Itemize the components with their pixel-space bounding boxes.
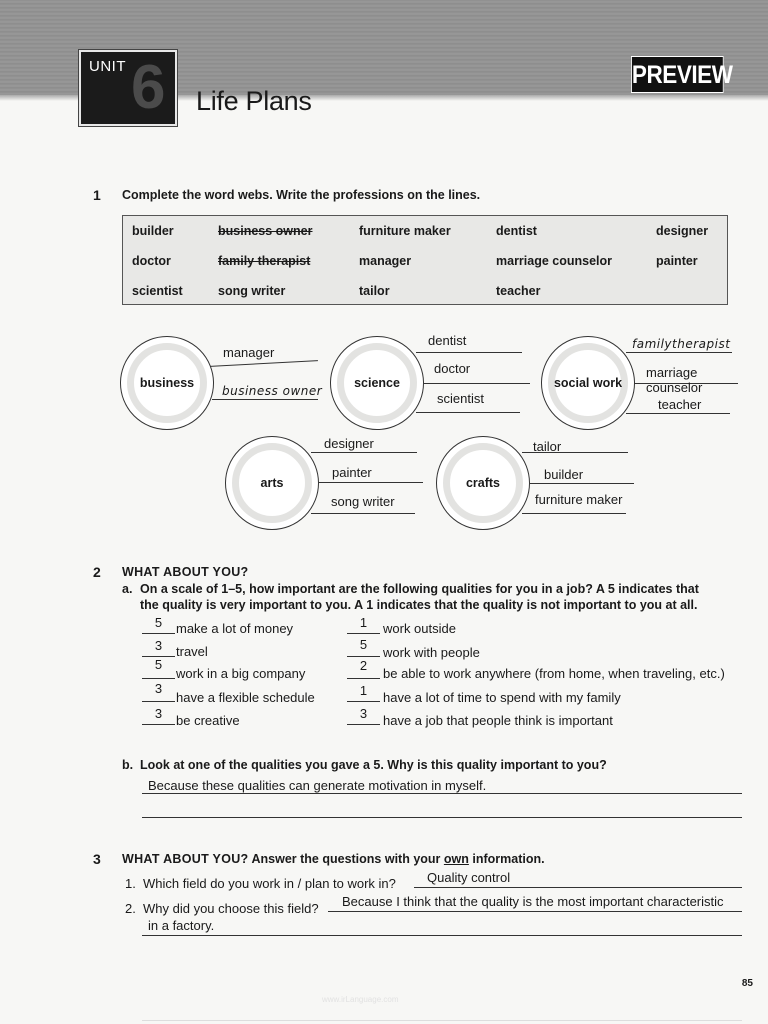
web-label: science [354,376,400,390]
quality-text: be creative [176,713,240,728]
web-answer: builder [544,467,584,482]
web-answer: designer [324,436,374,451]
section2-a-line2: the quality is very important to you. A 1 indicates that the quality is not important to you at all. [140,598,698,612]
section3-instruction-own: own [443,852,469,866]
word-item: scientist [132,284,183,298]
section2-a-line1: On a scale of 1–5, how important are the following qualities for you in a job? A 5 indicates that [140,582,699,596]
web-label: crafts [465,476,501,490]
score-blank [347,724,380,725]
score-blank [142,724,175,725]
answer-line [142,935,742,936]
section3-number: 3 [93,851,101,867]
footer-line [142,1020,742,1021]
unit-number: 6 [131,53,166,122]
q2-answer-line1: Because I think that the quality is the most important characteristic [342,894,724,909]
quality-text: work in a big company [176,666,306,681]
word-item: business owner [218,224,313,238]
section1-number: 1 [93,187,101,203]
score-blank [142,633,175,634]
score-blank [347,701,380,702]
q1-number: 1. [125,876,136,891]
q2-text: Why did you choose this field? [143,901,319,916]
preview-badge: PREVIEW [631,56,724,93]
web-line [210,360,318,367]
score-blank [347,633,380,634]
web-answer: marriage [646,365,698,380]
web-answer: tailor [533,439,562,454]
word-item: doctor [132,254,171,268]
section2-a-label: a. [122,582,133,596]
score-answer: 3 [359,706,368,721]
score-answer: 2 [359,658,368,673]
word-box [122,215,728,305]
web-answer: painter [332,465,372,480]
q1-text: Which field do you work in / plan to work in? [143,876,396,891]
section3-instruction-post: information. [468,852,545,866]
unit-label: UNIT [89,58,126,75]
web-answer: familytherapist [632,337,731,351]
web-line [626,413,730,414]
score-answer: 3 [154,638,163,653]
quality-text: work with people [383,645,480,660]
web-label: business [139,376,195,390]
quality-text: be able to work anywhere (from home, when traveling, etc.) [383,666,725,681]
answer-line [328,911,742,912]
web-line [530,483,634,484]
web-line [311,513,415,514]
quality-text: travel [176,644,208,659]
word-item: tailor [359,284,390,298]
section3-heading: WHAT ABOUT YOU? [122,852,249,866]
section1-instruction: Complete the word webs. Write the professions on the lines. [122,188,481,202]
word-item: manager [359,254,412,268]
word-item: designer [656,224,709,238]
section2-b-label: b. [122,758,134,772]
web-answer: doctor [434,361,471,376]
web-line [522,513,626,514]
watermark: www.irLanguage.com [322,995,399,1004]
q1-answer: Quality control [427,870,511,885]
page-title: Life Plans [196,86,312,116]
answer-line [142,793,742,794]
web-line [319,482,423,483]
web-label: social work [553,376,623,390]
page-number: 85 [741,978,753,989]
score-blank [142,678,175,679]
web-answer: song writer [331,494,395,509]
word-item: dentist [496,224,537,238]
score-blank [347,656,380,657]
q2-number: 2. [125,901,136,916]
score-answer: 5 [359,637,368,652]
web-answer: furniture maker [535,492,623,507]
web-answer: manager [223,345,275,360]
score-answer: 3 [154,681,163,696]
web-line [626,352,732,353]
quality-text: have a lot of time to spend with my family [383,690,621,705]
quality-text: work outside [383,621,456,636]
web-line [416,412,520,413]
web-answer: scientist [437,391,484,406]
score-answer: 1 [359,615,368,630]
quality-text: have a flexible schedule [176,690,315,705]
score-answer: 3 [154,706,163,721]
web-line [212,399,318,400]
score-answer: 5 [154,615,163,630]
web-answer: dentist [428,333,467,348]
score-answer: 5 [154,657,163,672]
web-label: arts [260,476,284,490]
web-line [424,383,530,384]
answer-line [142,817,742,818]
word-item: family therapist [218,254,311,268]
q2-answer-line2: in a factory. [148,918,215,933]
word-item: teacher [496,284,541,298]
web-answer: business owner [222,384,323,398]
section3-heading-line [122,852,545,866]
word-item: builder [132,224,174,238]
word-item: painter [656,254,698,268]
section2-b-question: Look at one of the qualities you gave a 5. Why is this quality important to you? [140,758,607,772]
quality-text: make a lot of money [176,621,294,636]
section3-instruction-pre: Answer the questions with your [251,852,444,866]
web-line [311,452,417,453]
web-answer: teacher [658,397,702,412]
quality-text: have a job that people think is important [383,713,613,728]
score-blank [142,701,175,702]
word-item: furniture maker [359,224,451,238]
web-line [416,352,522,353]
score-blank [347,678,380,679]
web-answer: counselor [646,380,703,395]
section2-b-answer: Because these qualities can generate motivation in myself. [148,778,487,793]
answer-line [414,887,742,888]
section2-number: 2 [93,564,101,580]
word-item: marriage counselor [496,254,613,268]
section2-heading: WHAT ABOUT YOU? [122,565,249,579]
word-item: song writer [218,284,286,298]
score-answer: 1 [359,683,368,698]
unit-badge [79,50,177,126]
